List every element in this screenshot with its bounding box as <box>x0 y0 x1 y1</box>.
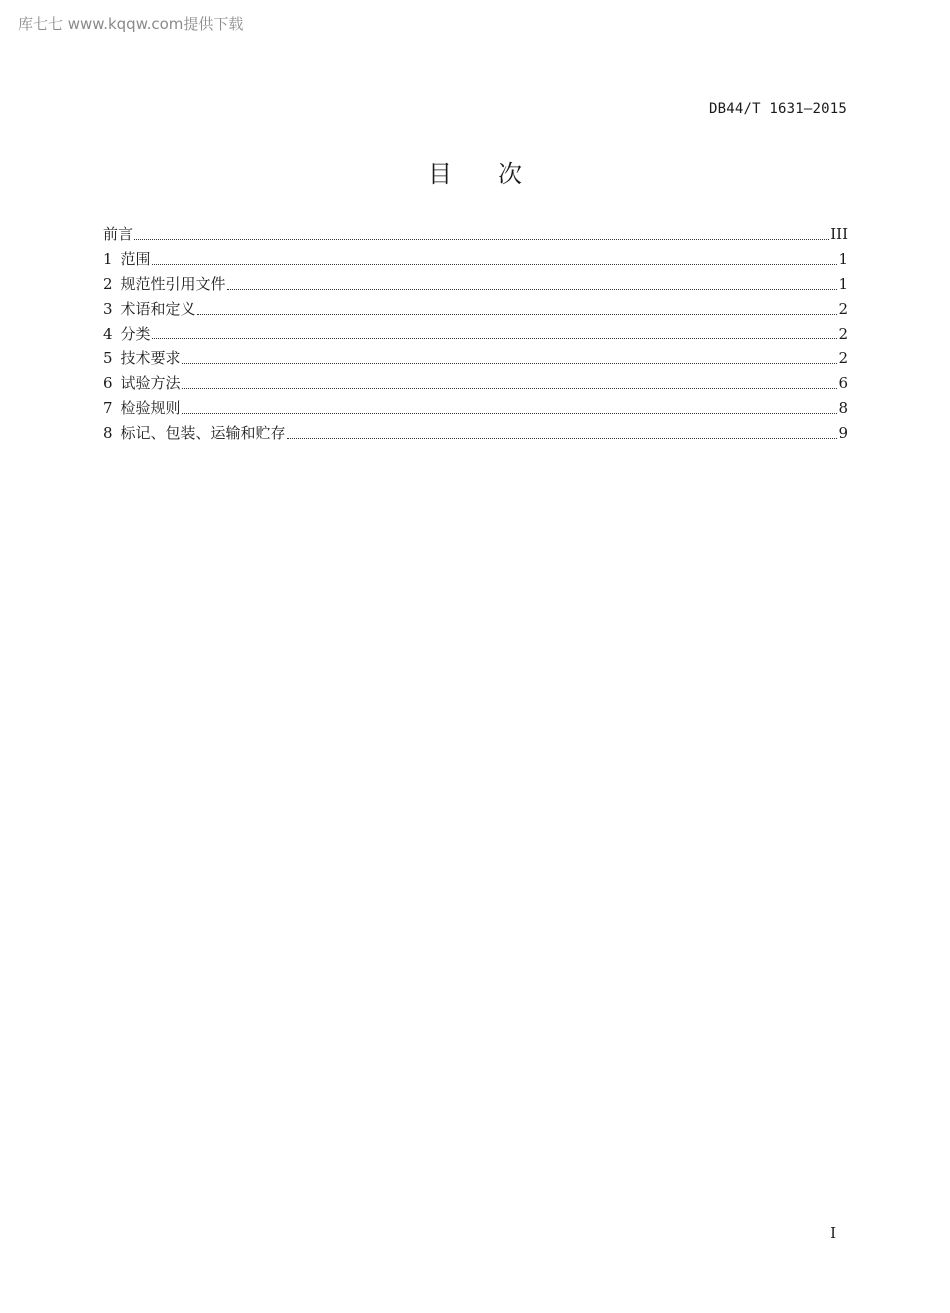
dot-leader <box>182 396 838 421</box>
dot-leader <box>134 222 829 247</box>
toc-entry-number: 4 <box>103 324 113 343</box>
toc-entry-page: III <box>830 225 848 243</box>
toc-entry-title: 前言 <box>103 225 134 243</box>
dot-leader <box>287 421 838 446</box>
toc-entry-title: 规范性引用文件 <box>120 274 226 293</box>
toc-entry-page: 2 <box>838 299 848 318</box>
toc-entry-title: 分类 <box>120 324 151 343</box>
toc-entry-number: 7 <box>103 399 113 418</box>
toc-entry-7[interactable] <box>103 396 848 421</box>
dot-leader <box>197 297 838 322</box>
dot-leader <box>152 322 838 347</box>
dot-leader <box>182 371 838 396</box>
dot-leader <box>182 346 838 371</box>
toc-entry-3[interactable] <box>103 297 848 322</box>
watermark-text: 库七七 www.kqqw.com提供下载 <box>18 15 244 33</box>
toc-entry-title: 技术要求 <box>120 349 181 368</box>
toc-entry-page: 2 <box>838 324 848 343</box>
toc-title: 目次 <box>428 160 568 188</box>
toc-entry-page: 2 <box>838 349 848 368</box>
toc-entry-title: 试验方法 <box>120 374 181 393</box>
toc-entry-page: 9 <box>838 424 848 443</box>
toc-entry-page: 6 <box>838 374 848 393</box>
toc-entry-number: 6 <box>103 374 113 393</box>
toc-entry-number: 3 <box>103 299 113 318</box>
toc-entry-number: 1 <box>103 249 113 268</box>
toc-entry-page: 1 <box>838 249 848 268</box>
toc-entry-page: 1 <box>838 274 848 293</box>
toc-entry-1[interactable] <box>103 247 848 272</box>
toc-entry-title: 术语和定义 <box>120 299 196 318</box>
toc-entry-title: 标记、包装、运输和贮存 <box>120 424 286 443</box>
toc-entry-8[interactable] <box>103 421 848 446</box>
toc-list <box>103 222 848 446</box>
toc-entry-number: 5 <box>103 349 113 368</box>
toc-entry-number: 2 <box>103 274 113 293</box>
dot-leader <box>152 247 838 272</box>
toc-entry-title: 检验规则 <box>120 399 181 418</box>
toc-entry-page: 8 <box>838 399 848 418</box>
dot-leader <box>227 272 838 297</box>
toc-entry-6[interactable] <box>103 371 848 396</box>
toc-entry-foreword[interactable] <box>103 222 848 247</box>
toc-entry-2[interactable] <box>103 272 848 297</box>
toc-entry-5[interactable] <box>103 346 848 371</box>
standard-code: DB44/T 1631—2015 <box>708 101 847 117</box>
toc-entry-title: 范围 <box>120 249 151 268</box>
page-number: I <box>830 1224 836 1242</box>
toc-entry-number: 8 <box>103 424 113 443</box>
toc-entry-4[interactable] <box>103 322 848 347</box>
